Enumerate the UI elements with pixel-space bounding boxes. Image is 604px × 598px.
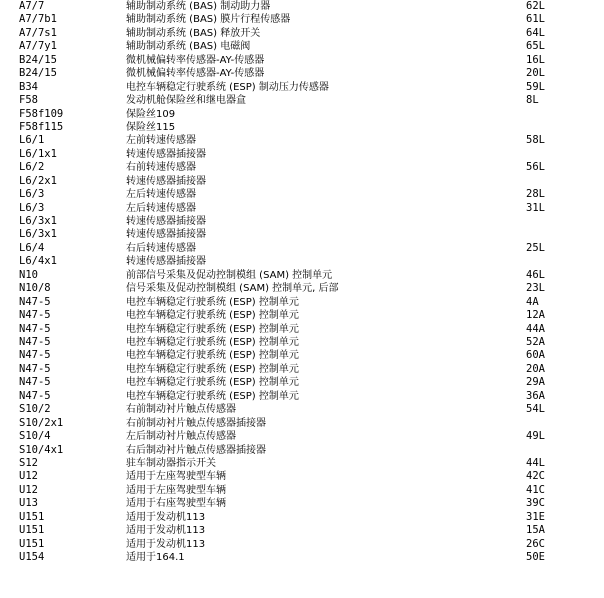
component-code: S10/2 — [19, 403, 51, 416]
grid-reference: 29A — [526, 376, 545, 389]
grid-reference: 20A — [526, 362, 545, 375]
table-row — [0, 13, 604, 26]
grid-reference: 8L — [526, 94, 539, 107]
grid-reference: 59L — [526, 80, 545, 93]
table-row — [0, 444, 604, 457]
grid-reference: 31L — [526, 201, 545, 214]
component-description: 右前制动衬片触点传感器 — [126, 404, 236, 416]
table-row — [0, 269, 604, 282]
table-row — [0, 161, 604, 174]
component-description: 电控车辆稳定行驶系统 (ESP) 控制单元 — [126, 310, 299, 322]
table-row — [0, 497, 604, 510]
component-description: 右后制动衬片触点传感器插接器 — [126, 444, 266, 456]
table-row — [0, 81, 604, 94]
component-code: L6/3 — [19, 201, 45, 214]
component-code: L6/4 — [19, 241, 45, 254]
component-code: N47-5 — [19, 349, 51, 362]
grid-reference: 39C — [526, 497, 545, 510]
component-code: L6/4x1 — [19, 255, 57, 268]
grid-reference: 58L — [526, 134, 545, 147]
component-code: S10/4 — [19, 430, 51, 443]
component-description: 前部信号采集及促动控制模组 (SAM) 控制单元 — [126, 269, 333, 281]
component-description: 驻车制动器指示开关 — [126, 457, 216, 469]
grid-reference: 50E — [526, 551, 545, 564]
component-description: 适用于左座驾驶型车辆 — [126, 471, 226, 483]
component-description: 电控车辆稳定行驶系统 (ESP) 控制单元 — [126, 337, 299, 348]
component-code: F58f115 — [19, 120, 64, 133]
table-row — [0, 511, 604, 524]
component-code: A7/7b1 — [19, 13, 57, 26]
table-row — [0, 296, 604, 309]
table-row — [0, 417, 604, 430]
component-description: 转速传感器插接器 — [126, 229, 206, 241]
component-code: U154 — [19, 551, 45, 564]
component-description: 微机械偏转率传感器-AY-传感器 — [126, 68, 265, 80]
grid-reference: 46L — [526, 268, 545, 281]
table-row — [0, 430, 604, 443]
table-row — [0, 484, 604, 497]
component-description: 左前转速传感器 — [126, 135, 196, 147]
table-row — [0, 309, 604, 322]
grid-reference: 62L — [526, 0, 545, 12]
grid-reference: 44A — [526, 322, 545, 335]
component-code: L6/2 — [19, 161, 45, 174]
component-code: N47-5 — [19, 295, 51, 308]
component-description: 转速传感器插接器 — [126, 175, 206, 187]
table-row — [0, 94, 604, 107]
table-row — [0, 376, 604, 389]
component-code: N10 — [19, 268, 38, 281]
table-row — [0, 148, 604, 161]
component-description: 左后制动衬片触点传感器 — [126, 431, 236, 443]
component-code: N47-5 — [19, 309, 51, 322]
grid-reference: 20L — [526, 67, 545, 80]
grid-reference: 42C — [526, 470, 545, 483]
component-code: L6/1x1 — [19, 147, 57, 160]
grid-reference: 64L — [526, 26, 545, 39]
component-code: L6/1 — [19, 134, 45, 147]
table-row — [0, 390, 604, 403]
component-code: B24/15 — [19, 53, 57, 66]
table-row — [0, 175, 604, 188]
table-row — [0, 0, 604, 13]
component-code: U12 — [19, 470, 38, 483]
component-description: 辅助制动系统 (BAS) 电磁阀 — [126, 41, 251, 53]
component-code: F58 — [19, 94, 38, 107]
component-description: 右后转速传感器 — [126, 242, 196, 254]
grid-reference: 28L — [526, 188, 545, 201]
component-code: B24/15 — [19, 67, 57, 80]
component-description: 电控车辆稳定行驶系统 (ESP) 制动压力传感器 — [126, 81, 329, 93]
table-row — [0, 323, 604, 336]
table-row — [0, 40, 604, 53]
component-code: U12 — [19, 483, 38, 496]
table-row — [0, 538, 604, 551]
component-code: N47-5 — [19, 389, 51, 402]
table-row — [0, 228, 604, 241]
grid-reference: 61L — [526, 13, 545, 26]
grid-reference: 26C — [526, 537, 545, 550]
table-row — [0, 188, 604, 201]
component-code: U13 — [19, 497, 38, 510]
grid-reference: 54L — [526, 403, 545, 416]
component-description: 辅助制动系统 (BAS) 制动助力器 — [126, 1, 271, 12]
component-code: S12 — [19, 456, 38, 469]
component-description: 电控车辆稳定行驶系统 (ESP) 控制单元 — [126, 296, 299, 308]
table-row — [0, 108, 604, 121]
component-code: N47-5 — [19, 362, 51, 375]
table-row — [0, 121, 604, 134]
table-row — [0, 134, 604, 147]
component-code: L6/3 — [19, 188, 45, 201]
table-row — [0, 551, 604, 564]
table-row — [0, 255, 604, 268]
grid-reference: 56L — [526, 161, 545, 174]
grid-reference: 52A — [526, 336, 545, 348]
table-row — [0, 27, 604, 40]
component-description: 右前制动衬片触点传感器插接器 — [126, 417, 266, 429]
component-description: 电控车辆稳定行驶系统 (ESP) 控制单元 — [126, 323, 299, 335]
component-description: 适用于发动机113 — [126, 525, 206, 537]
component-code: S10/2x1 — [19, 416, 64, 429]
grid-reference: 16L — [526, 53, 545, 66]
component-code: A7/7y1 — [19, 40, 57, 53]
component-description: 保险丝109 — [126, 108, 176, 120]
table-row — [0, 363, 604, 376]
table-row — [0, 215, 604, 228]
component-description: 适用于左座驾驶型车辆 — [126, 484, 226, 496]
component-description: 适用于发动机113 — [126, 538, 206, 550]
component-description: 保险丝115 — [126, 121, 176, 133]
grid-reference: 65L — [526, 40, 545, 53]
grid-reference: 49L — [526, 430, 545, 443]
grid-reference: 31E — [526, 510, 545, 523]
grid-reference: 44L — [526, 456, 545, 469]
component-description: 电控车辆稳定行驶系统 (ESP) 控制单元 — [126, 377, 299, 389]
component-code: A7/7 — [19, 0, 45, 12]
table-row — [0, 67, 604, 80]
grid-reference: 60A — [526, 349, 545, 362]
component-description: 辅助制动系统 (BAS) 膜片行程传感器 — [126, 14, 291, 26]
component-description: 转速传感器插接器 — [126, 216, 206, 228]
table-row — [0, 470, 604, 483]
component-description: 适用于发动机113 — [126, 511, 206, 523]
component-description: 辅助制动系统 (BAS) 释放开关 — [126, 27, 261, 39]
component-code: L6/3x1 — [19, 228, 57, 241]
component-description: 转速传感器插接器 — [126, 256, 206, 268]
table-row — [0, 349, 604, 362]
table-row — [0, 336, 604, 349]
table-row — [0, 457, 604, 470]
component-code: N10/8 — [19, 282, 51, 295]
table-row — [0, 282, 604, 295]
grid-reference: 12A — [526, 309, 545, 322]
component-code: S10/4x1 — [19, 443, 64, 456]
grid-reference: 25L — [526, 241, 545, 254]
component-code: N47-5 — [19, 376, 51, 389]
table-row — [0, 403, 604, 416]
component-code: L6/2x1 — [19, 174, 57, 187]
component-code: N47-5 — [19, 336, 51, 348]
grid-reference: 23L — [526, 282, 545, 295]
component-description: 微机械偏转率传感器-AY-传感器 — [126, 54, 265, 66]
grid-reference: 4A — [526, 295, 539, 308]
component-description: 信号采集及促动控制模组 (SAM) 控制单元, 后部 — [126, 283, 339, 295]
component-description: 左后转速传感器 — [126, 202, 196, 214]
grid-reference: 41C — [526, 483, 545, 496]
component-description: 左后转速传感器 — [126, 189, 196, 201]
component-code: F58f109 — [19, 107, 64, 120]
table-row — [0, 524, 604, 537]
component-description: 适用于164.1 — [126, 552, 185, 564]
grid-reference: 15A — [526, 524, 545, 537]
component-description: 适用于右座驾驶型车辆 — [126, 498, 226, 510]
component-description: 转速传感器插接器 — [126, 148, 206, 160]
table-row — [0, 202, 604, 215]
component-code: L6/3x1 — [19, 215, 57, 228]
component-description: 电控车辆稳定行驶系统 (ESP) 控制单元 — [126, 390, 299, 402]
component-description: 右前转速传感器 — [126, 162, 196, 174]
component-description: 电控车辆稳定行驶系统 (ESP) 控制单元 — [126, 350, 299, 362]
component-description: 电控车辆稳定行驶系统 (ESP) 控制单元 — [126, 363, 299, 375]
grid-reference: 36A — [526, 389, 545, 402]
component-description: 发动机舱保险丝和继电器盒 — [126, 95, 246, 107]
component-code: U151 — [19, 510, 45, 523]
component-code: U151 — [19, 537, 45, 550]
component-code: N47-5 — [19, 322, 51, 335]
component-code: A7/7s1 — [19, 26, 57, 39]
table-row — [0, 54, 604, 67]
component-code: U151 — [19, 524, 45, 537]
table-row — [0, 242, 604, 255]
component-code: B34 — [19, 80, 38, 93]
